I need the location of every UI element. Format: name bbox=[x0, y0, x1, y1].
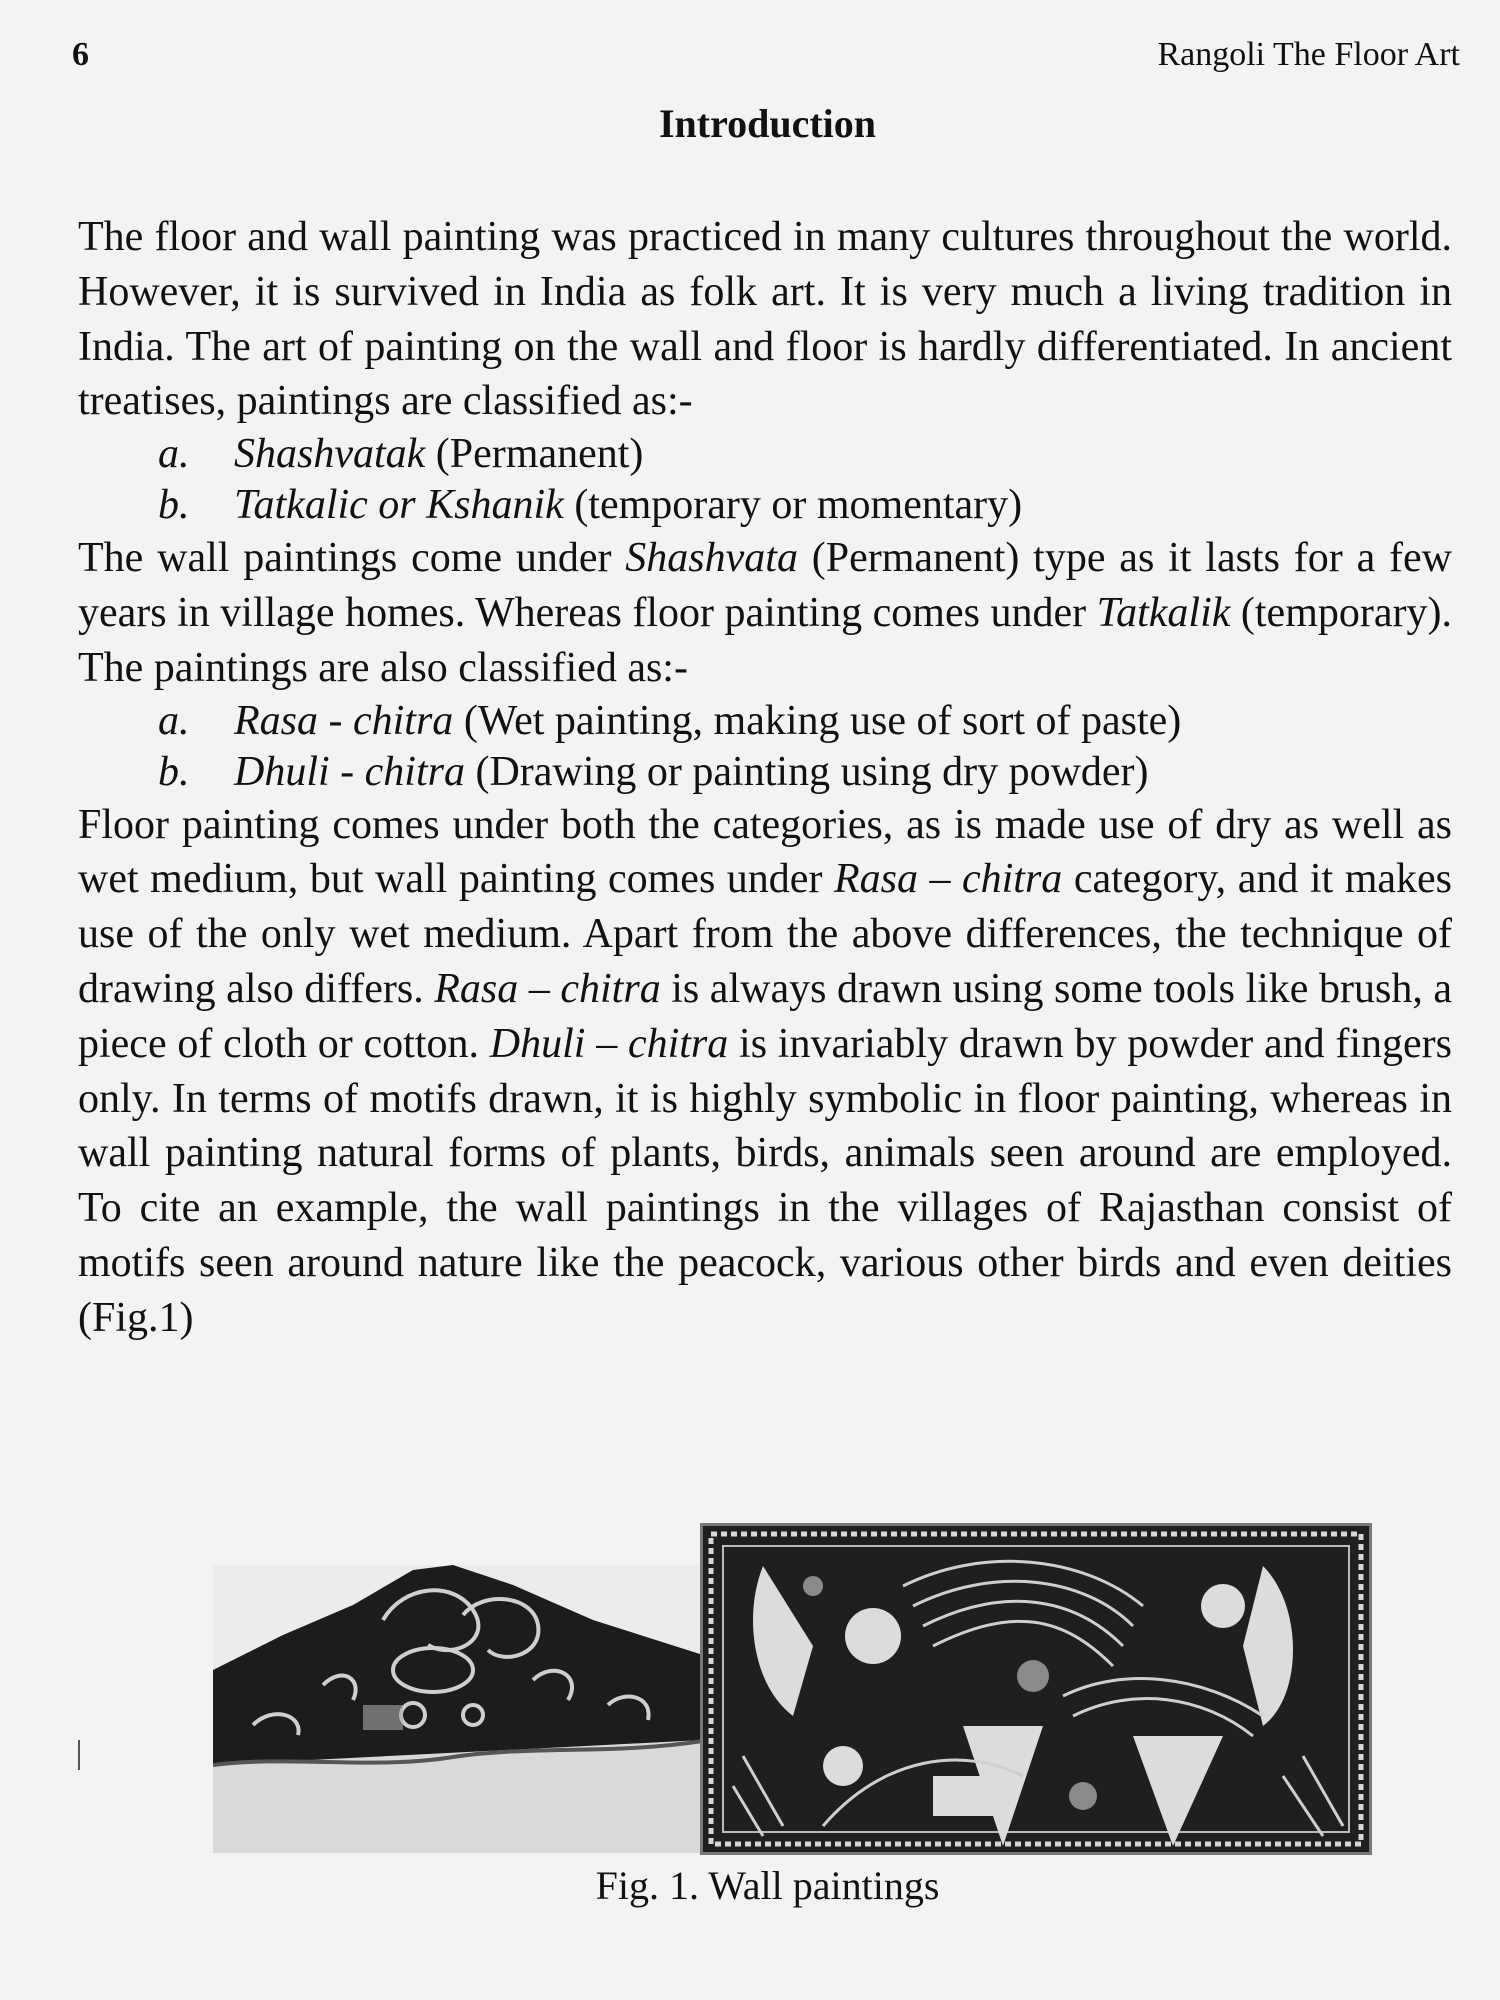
section-heading: Introduction bbox=[658, 101, 877, 146]
list-desc: (Wet painting, making use of sort of paste) bbox=[453, 697, 1182, 744]
text-run: is always drawn using some tools like brush, a piece of cloth or cotton. bbox=[78, 965, 1453, 1067]
list-item bbox=[78, 480, 1452, 531]
list-term: Dhuli - chitra bbox=[234, 748, 465, 795]
italic-term: Shashvata bbox=[625, 535, 798, 582]
list-item bbox=[78, 429, 1452, 480]
italic-term: Rasa – chitra bbox=[434, 965, 661, 1012]
list-term: Shashvatak bbox=[234, 431, 426, 478]
list-desc: (Drawing or painting using dry powder) bbox=[464, 748, 1149, 795]
italic-term: Rasa – chitra bbox=[833, 856, 1063, 903]
text-run: is invariably drawn by powder and fingers only. In terms of motifs drawn, it is highly symbolic in floor painting, whereas in wall painting natural forms of plants, birds, animals seen around are employed. To cite an example, the wall paintings in the villages of Rajasthan consist of motifs seen around nature like the peacock, various other birds and even deities (Fig.1) bbox=[78, 1020, 1453, 1341]
running-title: Rangoli The Floor Art bbox=[1157, 36, 1460, 73]
list-marker: a. bbox=[158, 697, 190, 744]
list-item bbox=[78, 747, 1452, 798]
text-run: (Permanent) type as it lasts for a few years in village homes. Whereas floor painting comes under bbox=[78, 535, 1452, 636]
page-number: 6 bbox=[72, 36, 89, 73]
paragraph-1: The floor and wall painting was practiced in many cultures throughout the world. However, it is survived in India as folk art. It is very much a living tradition in India. The art of painting on the wall and floor is hardly differentiated. In ancient treatises, paintings are classified as:- bbox=[78, 214, 1452, 425]
list-marker: b. bbox=[158, 748, 190, 795]
list-term: Tatkalic or Kshanik bbox=[234, 482, 564, 529]
paragraph-3: The paintings are also classified as:- bbox=[78, 644, 688, 691]
text-run: The wall paintings come under bbox=[78, 535, 626, 582]
list-desc: (Permanent) bbox=[425, 431, 644, 478]
figure-caption: Fig. 1. Wall paintings bbox=[595, 1863, 940, 1908]
list-marker: a. bbox=[158, 431, 190, 478]
wall-painting-photo-house bbox=[213, 1565, 703, 1853]
body-text bbox=[78, 210, 1452, 1346]
paragraph-2 bbox=[78, 531, 1452, 641]
mural-illustration bbox=[703, 1526, 1369, 1852]
list-term: Rasa - chitra bbox=[234, 697, 454, 744]
paragraph-4 bbox=[78, 798, 1452, 1346]
margin-mark bbox=[78, 1740, 80, 1770]
italic-term: Tatkalik bbox=[1096, 589, 1231, 636]
list-item bbox=[78, 696, 1452, 747]
text-run: Floor painting comes under both the categories, as is made use of dry as well as wet medium, but wall painting comes under bbox=[78, 801, 1452, 903]
italic-term: Dhuli – chitra bbox=[489, 1020, 729, 1067]
house-photo-illustration bbox=[213, 1565, 703, 1853]
list-desc: (temporary or momentary) bbox=[563, 482, 1023, 529]
text-run: category, and it makes use of the only wet medium. Apart from the above differences, the technique of drawing also differs. bbox=[78, 856, 1452, 1012]
text-run: (temporary). bbox=[1230, 589, 1452, 636]
list-marker: b. bbox=[158, 482, 190, 529]
wall-painting-photo-mural bbox=[700, 1523, 1372, 1855]
